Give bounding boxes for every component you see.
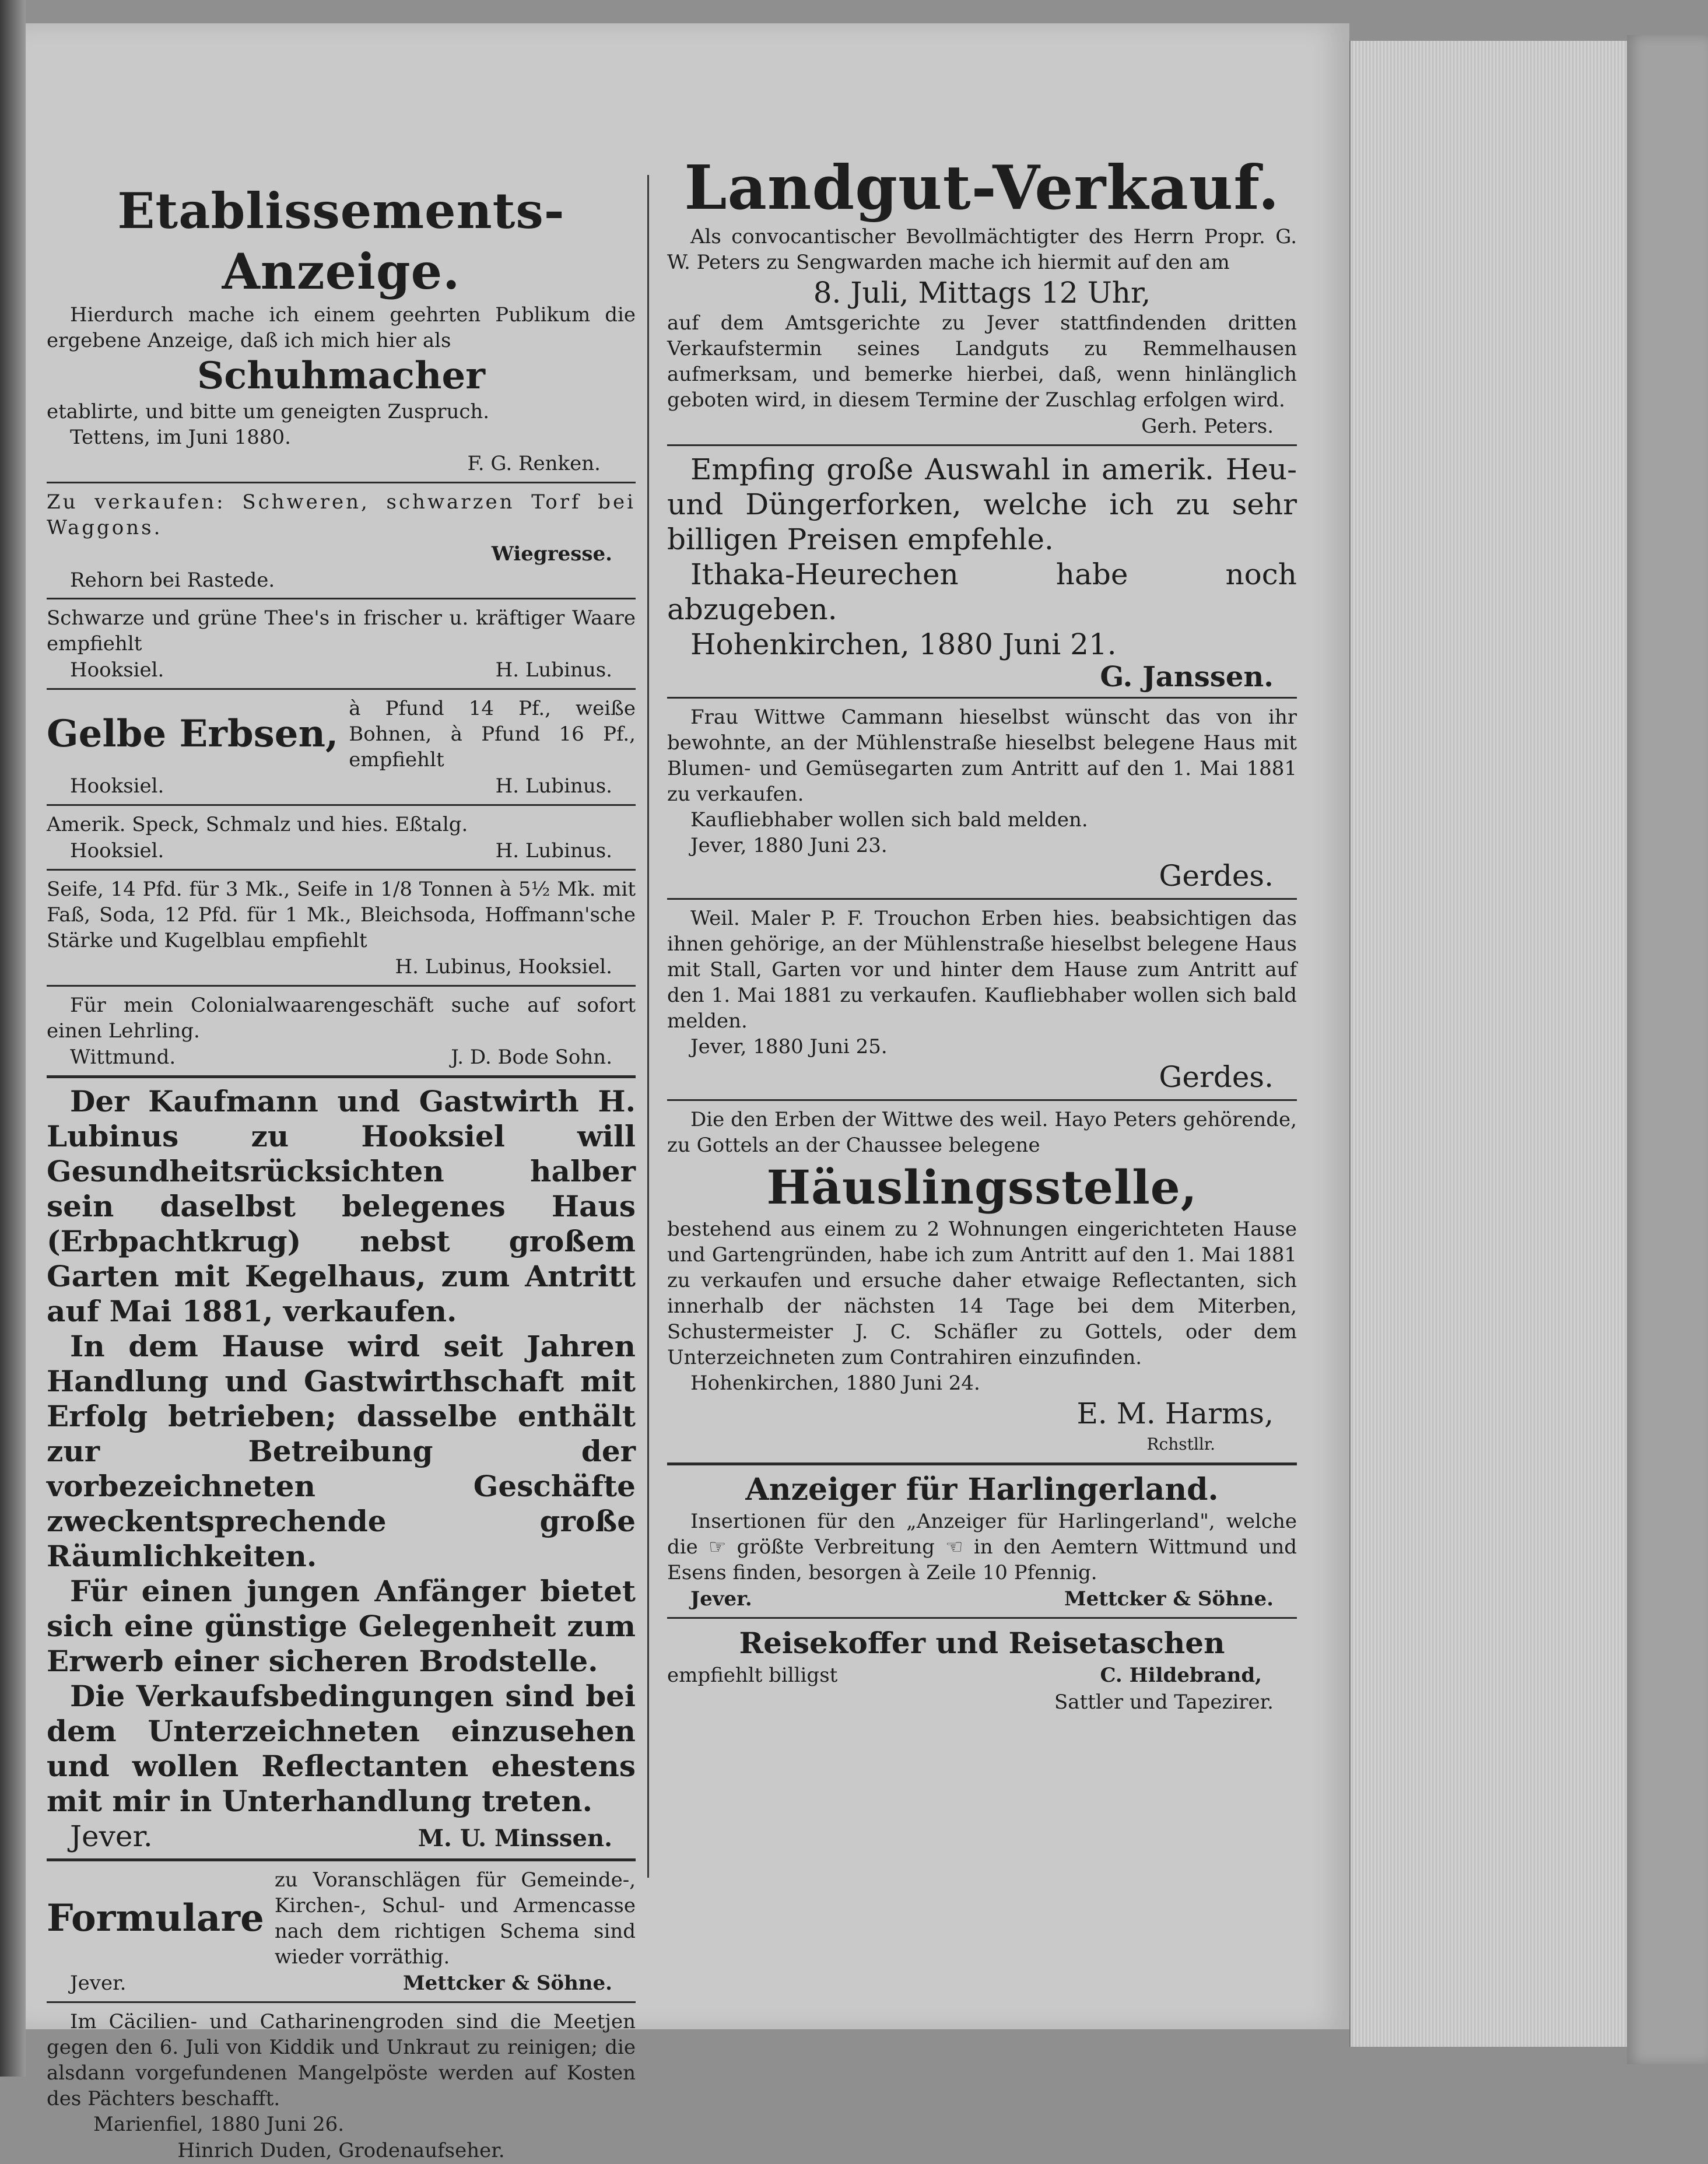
ad-signature: H. Lubinus, Hooksiel. (395, 955, 612, 978)
ad-signature: H. Lubinus. (495, 839, 612, 862)
ad-signature-title: Sattler und Tapezirer. (1054, 1690, 1274, 1714)
ad-signature: F. G. Renken. (467, 452, 601, 475)
ad-head: Häuslingsstelle, (766, 1160, 1198, 1215)
book-cover-edge (1627, 35, 1708, 2064)
ad-head: Anzeiger für Harlingerland. (745, 1472, 1219, 1507)
ad-thee (47, 605, 636, 683)
ad-head: Gelbe Erbsen, (47, 712, 339, 756)
ad-place: Jever, 1880 Juni 25. (690, 1035, 888, 1058)
ad-place: Marienfiel, 1880 Juni 26. (93, 2113, 345, 2136)
ad-place: Hooksiel. (70, 774, 164, 798)
ad-paragraph: Die Verkaufsbedingungen sind bei dem Unterzeichneten einzusehen und wollen Reflectanten ehestens mit mir in Unterhandlung treten. (47, 1679, 636, 1818)
ad-seife (47, 876, 636, 980)
ad-reisekoffer (667, 1625, 1297, 1716)
ad-place: Hooksiel. (70, 658, 164, 682)
ad-title: Landgut-Verkauf. (684, 152, 1280, 223)
ad-forken (667, 452, 1297, 692)
ad-landgut (667, 152, 1297, 440)
ad-text: Im Cäcilien- und Catharinengroden sind die Meetjen gegen den 6. Juli von Kiddik und Unkraut zu reinigen; die alsdann vorgefundenen Mangelpöste werden auf Kosten des Pächters beschafft. (47, 2010, 636, 2110)
ad-haeuslingsstelle (667, 1107, 1297, 1458)
ad-text-2: Ithaka-Heurechen habe noch abzugeben. (667, 557, 1297, 626)
ad-signature: J. D. Bode Sohn. (451, 1046, 612, 1069)
ad-paragraph: Für einen jungen Anfänger bietet sich eine günstige Gelegenheit zum Erwerb einer sicheren Brodstelle. (47, 1574, 636, 1678)
divider-rule (667, 697, 1297, 699)
ad-place: Jever, 1880 Juni 23. (690, 834, 888, 857)
right-column (667, 140, 1297, 1716)
ad-formulare (47, 1867, 636, 1997)
ad-date: 8. Juli, Mittags 12 Uhr, (813, 276, 1151, 310)
ad-text: Frau Wittwe Cammann hieselbst wünscht das von ihr bewohnte, an der Mühlenstraße hieselbst belegene Haus mit Blumen- und Gemüsegarten zum Antritt auf den 1. Mai 1881 zu verkaufen. (667, 706, 1297, 806)
ad-text: à Pfund 14 Pf., weiße Bohnen, à Pfund 16 Pf., empfiehlt (349, 697, 636, 771)
ad-signature: H. Lubinus. (495, 658, 612, 682)
divider-rule (47, 598, 636, 599)
ad-head: Reisekoffer und Reisetaschen (739, 1626, 1225, 1660)
ad-signature: Mettcker & Söhne. (403, 1972, 612, 1995)
column-divider (647, 175, 649, 1878)
ad-erbsen (47, 696, 636, 799)
ad-signature: G. Janssen. (1100, 661, 1274, 693)
ad-name: Wiegresse. (491, 542, 612, 566)
ad-groden (47, 2009, 636, 2164)
ad-intro: Als convocantischer Bevollmächtigter des Herrn Propr. G. W. Peters zu Sengwarden mache ich hiermit auf den am (667, 225, 1297, 274)
newspaper-page (26, 23, 1349, 2162)
ad-lehrling (47, 992, 636, 1071)
ad-place: Hohenkirchen, 1880 Juni 24. (690, 1372, 980, 1395)
left-column (47, 140, 636, 2164)
ad-signature: Gerdes. (1159, 859, 1274, 893)
ad-text: Empfing große Auswahl in amerik. Heu- und Düngerforken, welche ich zu sehr billigen Preisen empfehle. (667, 453, 1297, 556)
ad-place: Jever. (690, 1587, 752, 1611)
ad-torf (47, 489, 636, 593)
ad-text: Zu verkaufen: Schweren, schwarzen Torf bei Waggons. (47, 490, 636, 539)
divider-rule (667, 1462, 1297, 1465)
ad-place: Hohenkirchen, 1880 Juni 21. (690, 627, 1117, 661)
divider-rule (47, 2001, 636, 2003)
divider-rule (47, 688, 636, 690)
ad-signature: Gerh. Peters. (1141, 415, 1274, 438)
ad-intro: Die den Erben der Wittwe des weil. Hayo Peters gehörende, zu Gottels an der Chaussee belegene (667, 1108, 1297, 1157)
ad-intro: Hierdurch mache ich einem geehrten Publikum die ergebene Anzeige, daß ich mich hier als (47, 303, 636, 352)
ad-paragraph: Der Kaufmann und Gastwirth H. Lubinus zu Hooksiel will Gesundheitsrücksichten halber sein daselbst belegenes Haus (Erbpachtkrug) nebst großem Garten mit Kegelhaus, zum Antritt auf Mai 1881, verkaufen. (47, 1084, 636, 1328)
ad-text: Schwarze und grüne Thee's in frischer u. kräftiger Waare empfiehlt (47, 606, 636, 655)
ad-signature: Mettcker & Söhne. (1064, 1587, 1274, 1611)
divider-rule (47, 869, 636, 871)
ad-trouchon (667, 906, 1297, 1095)
divider-rule (47, 985, 636, 987)
divider-rule (667, 1617, 1297, 1619)
divider-rule (47, 804, 636, 806)
divider-rule (47, 1858, 636, 1861)
ad-harlingerland (667, 1471, 1297, 1612)
ad-title: Etablissements-Anzeige. (117, 182, 565, 300)
ad-text-2: Kaufliebhaber wollen sich bald melden. (690, 808, 1088, 832)
ad-trade: Schuhmacher (197, 354, 485, 398)
ad-paragraph: In dem Hause wird seit Jahren Handlung und Gastwirthschaft mit Erfolg betrieben; dasselbe enthält zur Betreibung der vorbezeichneten Geschäfte zweckentsprechende große Räumlichkeiten. (47, 1329, 636, 1573)
ad-text: Amerik. Speck, Schmalz und hies. Eßtalg. (47, 813, 468, 836)
ad-place: Jever. (70, 1819, 153, 1853)
ad-signature-title: Rchstllr. (1146, 1435, 1215, 1454)
ad-signature: H. Lubinus. (495, 774, 612, 798)
divider-rule (667, 1099, 1297, 1101)
ad-text: Insertionen für den „Anzeiger für Harlingerland", welche die ☞ größte Verbreitung ☜ in den Aemtern Wittmund und Esens finden, besorgen à Zeile 10 Pfennig. (667, 1510, 1297, 1584)
ad-text: Weil. Maler P. F. Trouchon Erben hies. beabsichtigen das ihnen gehörige, an der Mühlenstraße hieselbst belegene Haus mit Stall, Garten vor und hinter dem Hause zum Antritt auf den 1. Mai 1881 zu verkaufen. Kaufliebhaber wollen sich bald melden. (667, 907, 1297, 1033)
ad-text: auf dem Amtsgerichte zu Jever stattfindenden dritten Verkaufstermin seines Landguts zu Remmelhausen aufmerksam, und bemerke hierbei, daß, wenn hinlänglich geboten wird, in diesem Termine der Zuschlag erfolgen wird. (667, 311, 1297, 412)
ad-text: empfiehlt billigst (667, 1664, 838, 1687)
divider-rule (667, 444, 1297, 446)
left-page-edge (0, 0, 26, 2077)
ad-signature: Hinrich Duden, Grodenaufseher. (177, 2139, 505, 2162)
ad-speck (47, 812, 636, 864)
ad-signature: C. Hildebrand, (1100, 1664, 1262, 1687)
ad-text: Für mein Colonialwaarengeschäft suche auf sofort einen Lehrling. (47, 994, 636, 1043)
ad-text: Seife, 14 Pfd. für 3 Mk., Seife in 1/8 Tonnen à 5½ Mk. mit Faß, Soda, 12 Pfd. für 1 Mk., Bleichsoda, Hoffmann'sche Stärke und Kugelblau empfiehlt (47, 878, 636, 952)
ad-place: Rehorn bei Rastede. (70, 569, 275, 592)
ad-haus-lubinus (47, 1084, 636, 1854)
ad-signature: M. U. Minssen. (418, 1825, 612, 1852)
divider-rule (47, 1075, 636, 1078)
ad-place: Wittmund. (70, 1046, 176, 1069)
ad-signature: E. M. Harms, (1076, 1397, 1274, 1430)
ad-text: etablirte, und bitte um geneigten Zuspruch. (47, 400, 490, 423)
ad-signature: Gerdes. (1159, 1060, 1274, 1094)
divider-rule (667, 898, 1297, 900)
ad-text: bestehend aus einem zu 2 Wohnungen eingerichteten Hause und Gartengründen, habe ich zum Antritt auf den 1. Mai 1881 zu verkaufen und ersuche daher etwaige Reflectanten, sich innerhalb der nächsten 14 Tage bei dem Miterben, Schustermeister J. C. Schäfler zu Gottels, oder dem Unterzeichneten zum Contrahiren einzufinden. (667, 1218, 1297, 1369)
ad-place: Jever. (70, 1972, 127, 1995)
ad-place: Hooksiel. (70, 839, 164, 862)
ad-text: zu Voranschlägen für Gemeinde-, Kirchen-, Schul- und Armencasse nach dem richtigen Schema sind wieder vorräthig. (274, 1868, 636, 1969)
ad-cammann (667, 704, 1297, 893)
divider-rule (47, 482, 636, 483)
ad-etablissements (47, 181, 636, 477)
ad-place: Tettens, im Juni 1880. (70, 426, 291, 449)
ad-head: Formulare (47, 1896, 264, 1940)
